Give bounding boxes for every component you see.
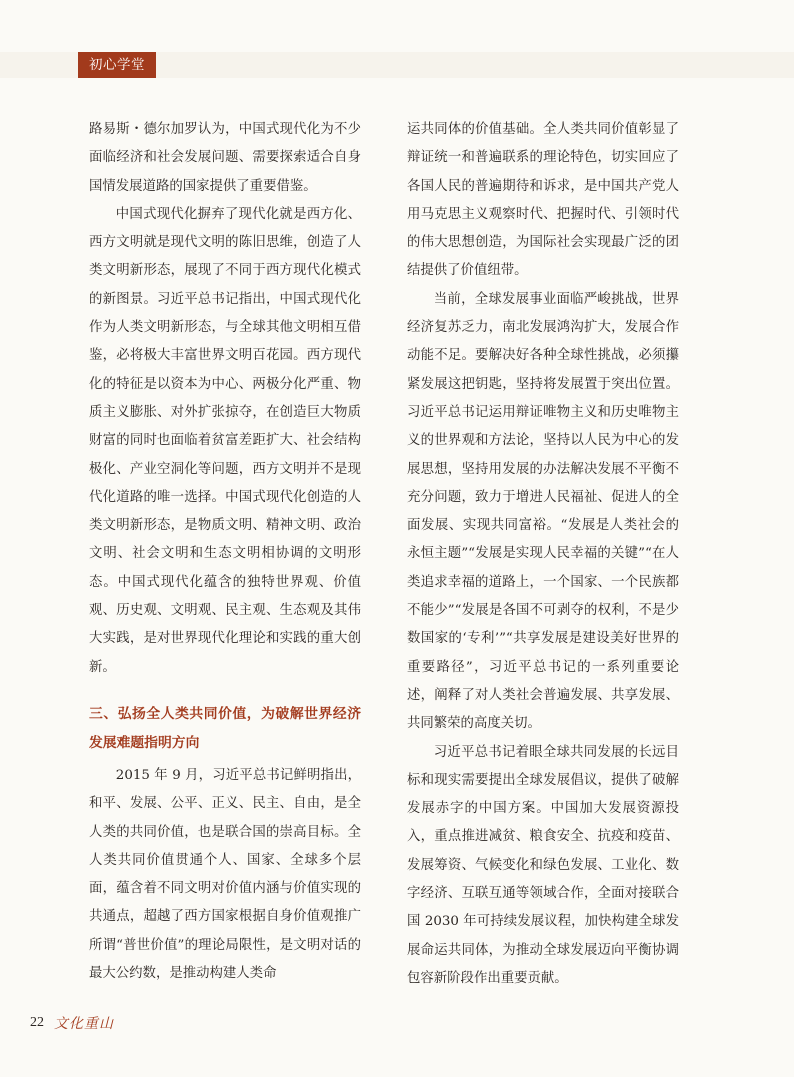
paragraph: 中国式现代化摒弃了现代化就是西方化、西方文明就是现代文明的陈旧思维，创造了人类文明新形态，展现了不同于西方现代化模式的新图景。习近平总书记指出，中国式现代化作为人类文明新形态，与全球其他文明相互借鉴，必将极大丰富世界文明百花园。西方现代化的特征是以资本为中心、两极分化严重、物质主义膨胀、对外扩张掠夺，在创造巨大物质财富的同时也面临着贫富差距扩大、社会结构极化、产业空洞化等问题，西方文明并不是现代化道路的唯一选择。中国式现代化创造的人类文明新形态，是物质文明、精神文明、政治文明、社会文明和生态文明相协调的文明形态。中国式现代化蕴含的独特世界观、价值观、历史观、文明观、民主观、生态观及其伟大实践，是对世界现代化理论和实践的重大创新。 <box>89 206 361 675</box>
section-tag: 初心学堂 <box>78 52 156 78</box>
paragraph: 当前，全球发展事业面临严峻挑战，世界经济复苏乏力，南北发展鸿沟扩大，发展合作动能不足。要解决好各种全球性挑战，必须攥紧发展这把钥匙，坚持将发展置于突出位置。习近平总书记运用辩证唯物主义和历史唯物主义的世界观和方法论，坚持以人民为中心的发展思想，坚持用发展的办法解决发展不平衡不充分问题，致力于增进人民福祉、促进人的全面发展、实现共同富裕。“发展是人类社会的永恒主题”“发展是实现人民幸福的关键”“在人类追求幸福的道路上，一个国家、一个民族都不能少”“发展是各国不可剥夺的权利，不是少数国家的‘专利’”“共享发展是建设美好世界的重要路径”，习近平总书记的一系列重要论述，阐释了对人类社会普遍发展、共享发展、共同繁荣的高度关切。 <box>407 291 679 732</box>
paragraph: 2015 年 9 月，习近平总书记鲜明指出，和平、发展、公平、正义、民主、自由，是全人类的共同价值，也是联合国的崇高目标。全人类共同价值贯通个人、国家、全球多个层面，蕴含着不同文明对价值内涵与价值实现的共通点，超越了西方国家根据自身价值观推广所谓“普世价值”的理论局限性，是文明对话的最大公约数，是推动构建人类命 <box>89 767 361 982</box>
paragraph: 运共同体的价值基础。全人类共同价值彰显了辩证统一和普遍联系的理论特色，切实回应了各国人民的普遍期待和诉求，是中国共产党人用马克思主义观察时代、把握时代、引领时代的伟大思想创造，为国际社会实现最广泛的团结提供了价值纽带。 <box>407 122 679 279</box>
right-column <box>407 116 679 993</box>
footer <box>30 1012 114 1034</box>
section-heading: 三、弘扬全人类共同价值，为破解世界经济发展难题指明方向 <box>89 705 361 751</box>
left-column <box>89 116 361 988</box>
paragraph: 习近平总书记着眼全球共同发展的长远目标和现实需要提出全球发展倡议，提供了破解发展赤字的中国方案。中国加大发展资源投入，重点推进减贫、粮食安全、抗疫和疫苗、发展筹资、气候变化和绿色发展、工业化、数字经济、互联互通等领域合作，全面对接联合国 2030 年可持续发展议程，加快构建全球发展命运共同体，为推动全球发展迈向平衡协调包容新阶段作出重要贡献。 <box>407 744 679 986</box>
paragraph: 路易斯・德尔加罗认为，中国式现代化为不少面临经济和社会发展问题、需要探索适合自身国情发展道路的国家提供了重要借鉴。 <box>89 122 361 194</box>
brand-logo: 文化重山 <box>54 1016 114 1032</box>
page-number: 22 <box>30 1015 44 1030</box>
